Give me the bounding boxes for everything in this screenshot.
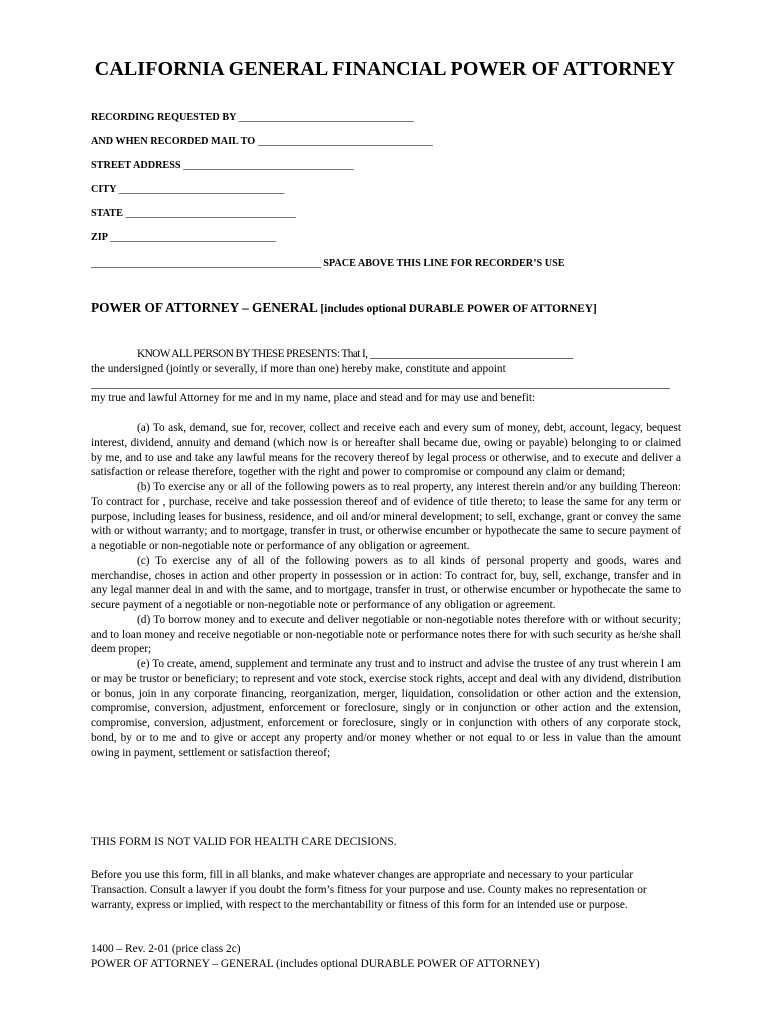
recorder-line: __________________________________________________: [91, 258, 321, 269]
zip-label: ZIP: [91, 232, 108, 243]
power-a: (a) To ask, demand, sue for, recover, collect and receive each and every sum of money, debt, account, legacy, bequest interest, dividend, annuity and demand (which now is or hereafter shall became due, owing or payable) belonging to or claimed by me, and to use and take any lawful means for the recovery thereof by legal process or otherwise, and to execute and deliver a satisfaction or release therefore, together with the right and power to compromise or compound any claim or demand;: [91, 422, 681, 479]
powers-list: [91, 421, 681, 760]
recorder-space: [91, 258, 565, 269]
power-c: (c) To exercise any of all of the following powers as to all kinds of personal property and goods, wares and merchandise, choses in action and other property in possession or in action: To contract for, buy, sell, exchange, transfer and in any legal manner deal in and with the same, and to mortgage, transfer in trust, or otherwise encumber or hypothecate the same to secure payment of a negotiable or non-negotiable note or performance of any obligation or agreement.: [91, 554, 681, 611]
intro-line-appointment: my true and lawful Attorney for me and in my name, place and stead and for may use and benefit:: [91, 392, 536, 405]
state-label: STATE: [91, 208, 123, 219]
health-care-notice: THIS FORM IS NOT VALID FOR HEALTH CARE DECISIONS.: [91, 836, 397, 848]
state-blank[interactable]: _____________________________________: [125, 208, 296, 219]
recorded-mail-to-label: AND WHEN RECORDED MAIL TO: [91, 136, 256, 147]
section-heading-sub: [includes optional DURABLE POWER OF ATTORNEY]: [320, 303, 597, 315]
disclaimer-text: Before you use this form, fill in all blanks, and make whatever changes are appropriate and necessary to your particular Transaction. Consult a lawyer if you doubt the form’s fitness for your purpose and use. County makes no representation or warranty, express or implied, with respect to the merchantability or fitness of this form for an intended use or purpose.: [91, 869, 647, 911]
section-heading: [91, 300, 597, 316]
recorded-mail-to-blank[interactable]: ______________________________________: [257, 136, 433, 147]
city: [91, 184, 284, 195]
recorded-mail-to: [91, 136, 432, 147]
zip: [91, 232, 275, 243]
form-number: 1400 – Rev. 2-01 (price class 2c): [91, 943, 241, 955]
recorder-note: SPACE ABOVE THIS LINE FOR RECORDER’S USE: [323, 258, 565, 269]
power-d: (d) To borrow money and to execute and deliver negotiable or non-negotiable notes therefore with or without security; and to loan money and receive negotiable or non-negotiable note or performance notes there for with such security as he/she shall deem proper;: [91, 613, 681, 656]
intro-line-attorney-blank[interactable]: __________________________________________________________________________________________________________________: [91, 377, 670, 390]
recording-requested-by-label: RECORDING REQUESTED BY: [91, 112, 237, 123]
city-blank[interactable]: ____________________________________: [118, 184, 285, 195]
intro-clause: [91, 347, 681, 406]
state: [91, 208, 295, 219]
street-address-blank[interactable]: _____________________________________: [183, 160, 354, 171]
form-footer-title: POWER OF ATTORNEY – GENERAL (includes optional DURABLE POWER OF ATTORNEY): [91, 957, 540, 970]
power-b: (b) To exercise any or all of the following powers as to real property, any interest therein and/or any building Thereon: To contract for , purchase, receive and take possession thereof and of evidence of title thereto; to lease the same for any term or purpose, including leases for business, residence, and oil and/or mineral development; to sell, exchange, grant or convey the same with or without warranty; and to mortgage, transfer in trust, or otherwise encumber or hypothecate the same to secure payment of a negotiable or non-negotiable note or performance of any obligation or agreement.: [91, 481, 681, 552]
zip-blank[interactable]: ____________________________________: [109, 232, 276, 243]
document-title: CALIFORNIA GENERAL FINANCIAL POWER OF ATTORNEY: [94, 58, 676, 80]
recording-requested-by-blank[interactable]: ______________________________________: [238, 112, 414, 123]
intro-line-principal[interactable]: KNOW ALL PERSON BY THESE PRESENTS: That I, ________________________________________: [137, 348, 573, 360]
street-address: [91, 160, 353, 171]
power-e: (e) To create, amend, supplement and terminate any trust and to instruct and advise the trustee of any trust wherein I am or may be trustor or beneficiary; to represent and vote stock, exercise stock rights, accept and deal with any dividend, distribution or bonus, join in any corporate financing, reorganization, merger, liquidation, consolidation or other action and the extension, compromise, conversion, adjustment, enforcement or foreclosure, singly or in conjunction or other action and the extension, compromise, conversion, adjustment, enforcement or foreclosure, singly or in conjunction with others of any corporate stock, bond, by or to me and to give or accept any property and/or money whether or not equal to or less in value than the amount owing in payment, settlement or satisfaction thereof;: [91, 658, 681, 759]
recording-requested-by: [91, 112, 413, 123]
intro-line-undersigned: the undersigned (jointly or severally, if more than one) hereby make, constitute and appoint: [91, 362, 506, 375]
section-heading-main: POWER OF ATTORNEY – GENERAL: [91, 300, 318, 315]
city-label: CITY: [91, 184, 117, 195]
form-footer: [91, 942, 540, 971]
street-address-label: STREET ADDRESS: [91, 160, 181, 171]
